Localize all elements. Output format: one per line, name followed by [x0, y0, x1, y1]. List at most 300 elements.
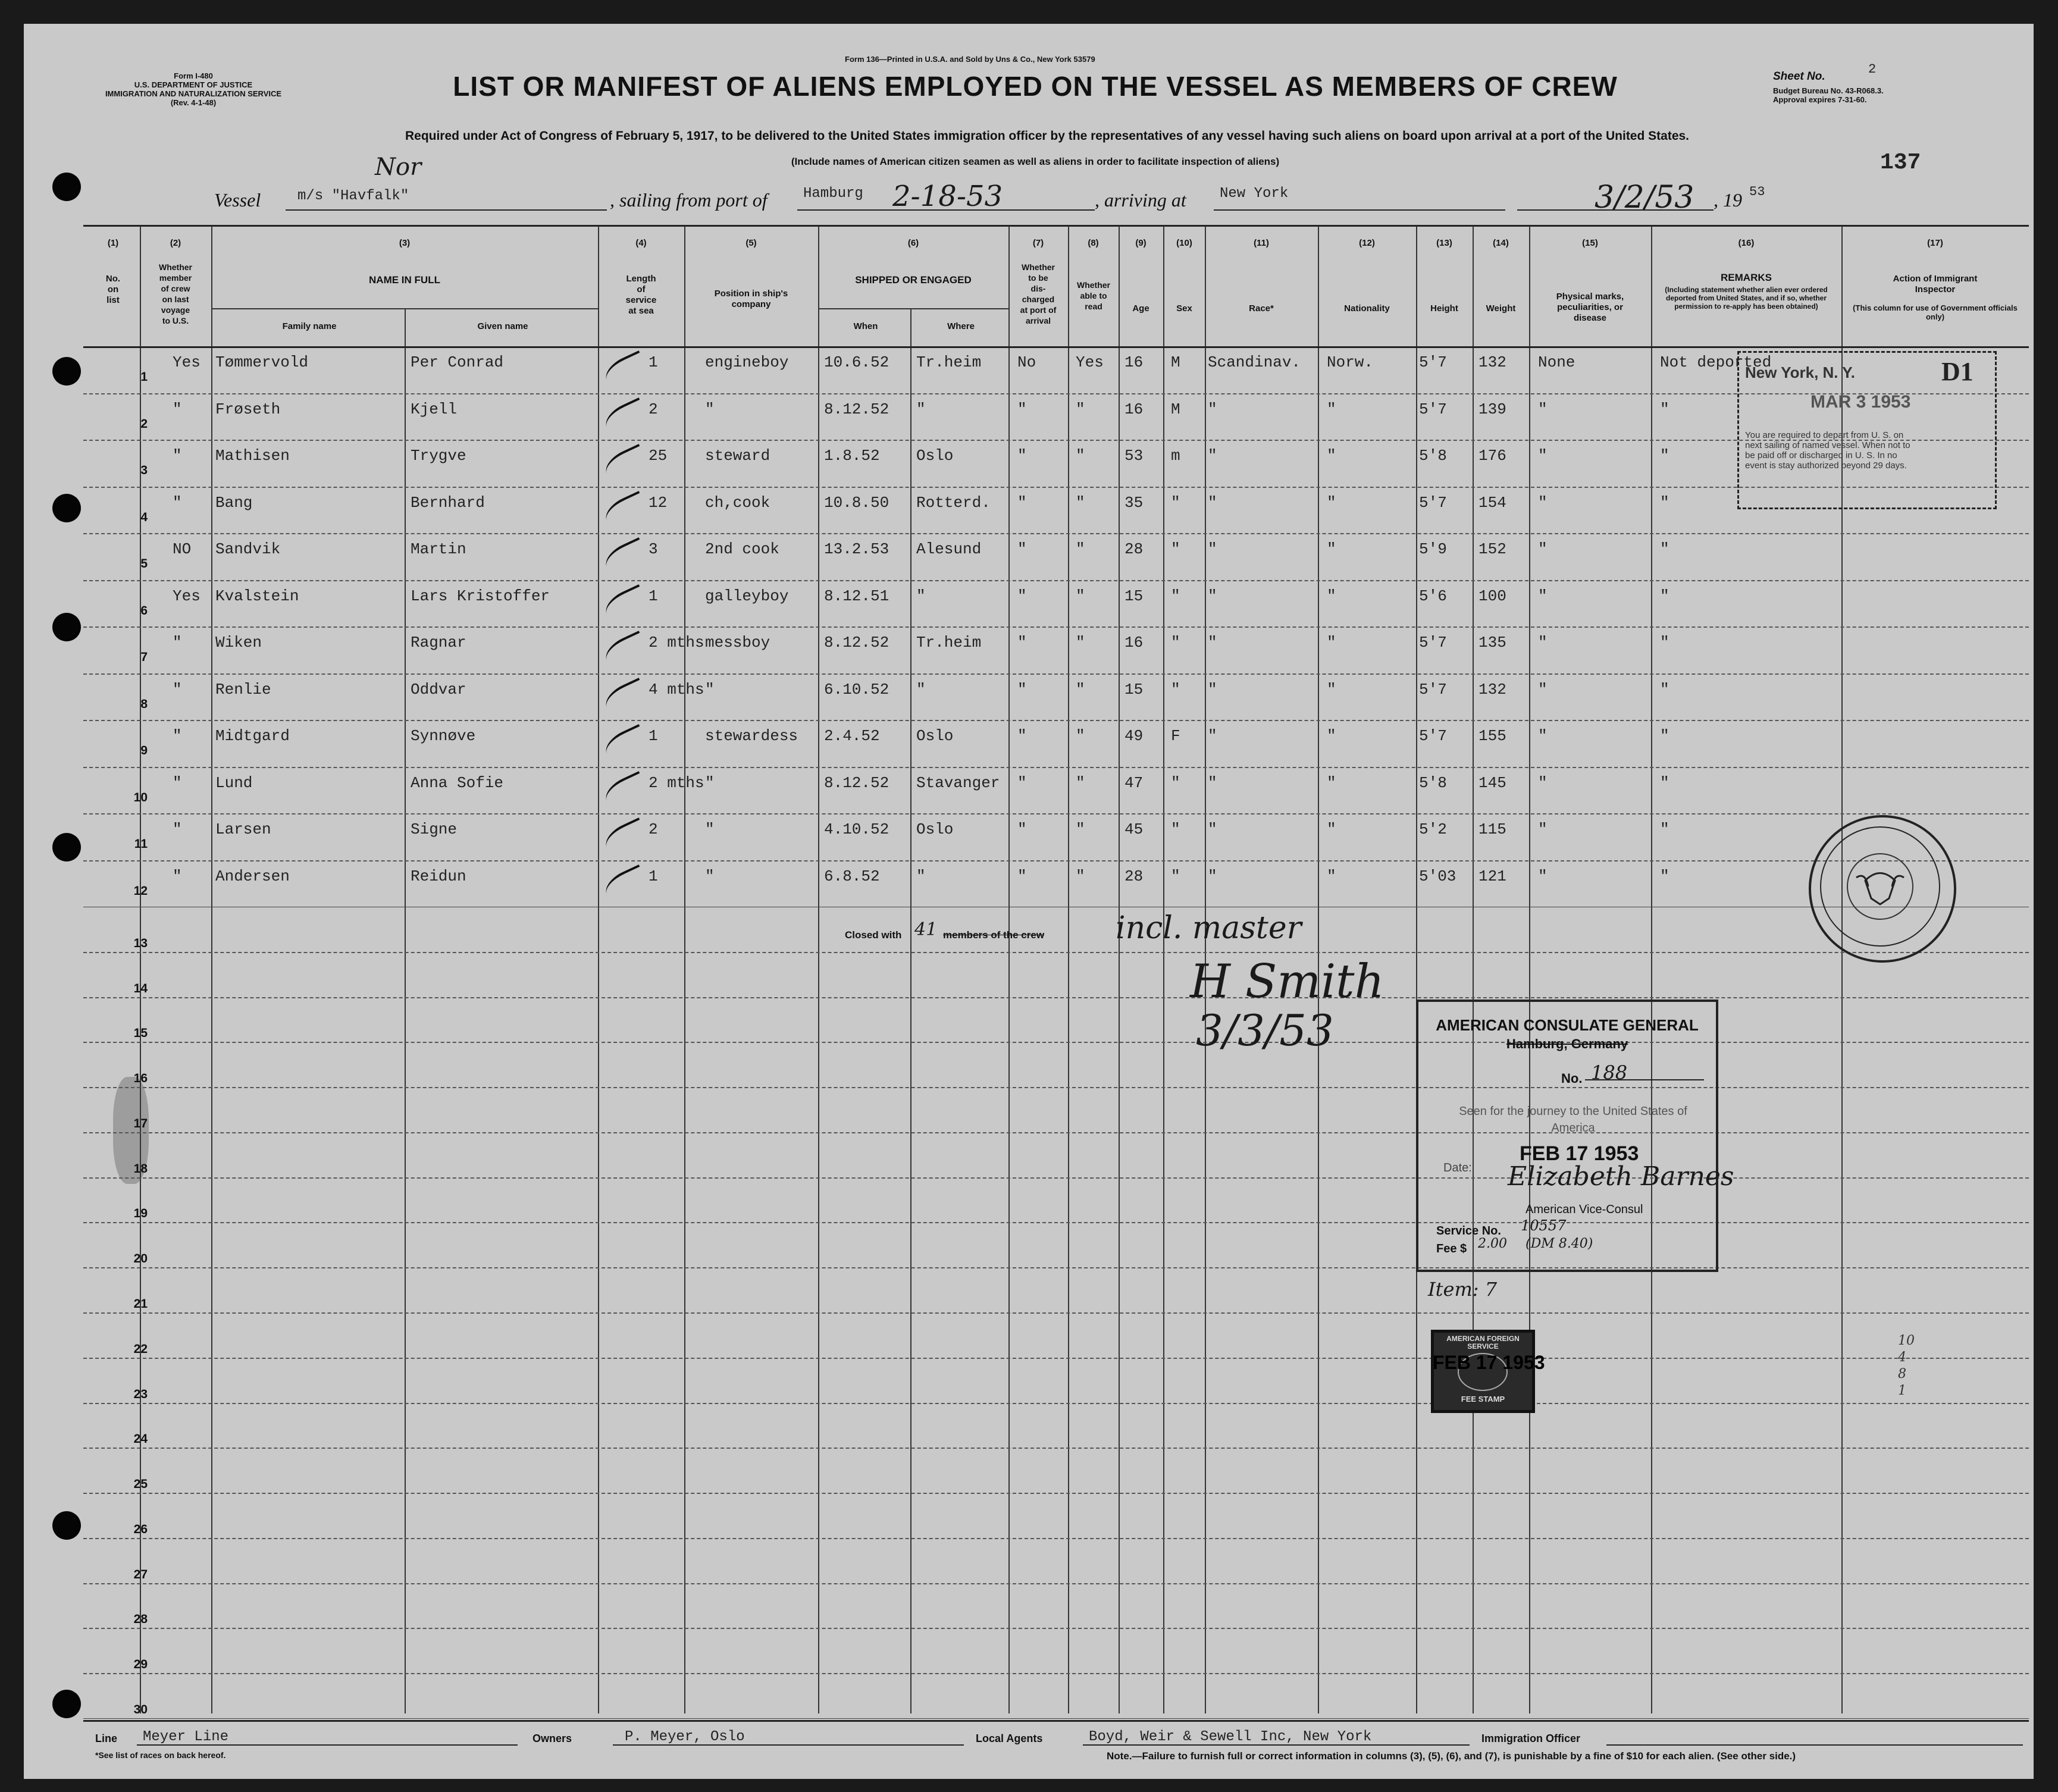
cell-given: Reidun [411, 867, 466, 885]
closed-handwritten: incl. master [1116, 910, 1302, 946]
cell-disch: " [1017, 867, 1027, 885]
cell-position: stewardess [705, 727, 798, 745]
col-head-height: Height [1430, 303, 1458, 314]
cell-age: 15 [1124, 587, 1144, 605]
row-rule [83, 533, 2029, 534]
cell-marks: " [1538, 727, 1548, 745]
cell-age: 28 [1124, 867, 1144, 885]
footer-note: Note.—Failure to furnish full or correct information in columns (3), (5), (6), and (7), is punishable by a fine of $10 for each alien. (See other side.) [1107, 1750, 1796, 1762]
cell-service: 1 [649, 867, 658, 885]
cell-given: Signe [411, 820, 458, 838]
consulate-seen-text: Seen for the journey to the United States of America [1459, 1105, 1687, 1135]
consulate-fee-extra: (DM 8.40) [1526, 1236, 1593, 1251]
consulate-service-value: 10557 [1521, 1217, 1567, 1234]
cell-marks: " [1538, 493, 1548, 512]
row-number: 16 [133, 1072, 148, 1086]
cell-given: Anna Sofie [411, 773, 504, 792]
row-number: 20 [133, 1252, 148, 1266]
punch-hole [52, 1511, 81, 1540]
cell-race: " [1208, 447, 1217, 465]
row-rule [83, 1042, 2029, 1043]
punch-hole [52, 833, 81, 861]
cell-remarks: Not deported [1660, 353, 1772, 371]
cell-where: " [916, 680, 926, 698]
budget-bureau-note: Budget Bureau No. 43-R068.3. Approval expires 7-31-60. [1773, 86, 1884, 104]
signature-date: 3/3/53 [1196, 1005, 1334, 1055]
cell-where: Oslo [916, 820, 954, 838]
cell-read: " [1076, 540, 1085, 558]
cell-age: 35 [1124, 493, 1144, 512]
year-label: , 19 [1714, 189, 1742, 211]
cell-where: Tr.heim [916, 634, 982, 651]
cell-marks: " [1538, 447, 1548, 465]
cell-remarks: " [1660, 773, 1669, 792]
cell-read: " [1076, 400, 1085, 418]
row-rule [83, 1177, 2029, 1179]
col-num-13: (13) [1436, 238, 1452, 248]
cell-nat: " [1327, 680, 1336, 698]
cell-sex: m [1171, 447, 1180, 465]
cell-weight: 100 [1478, 587, 1506, 605]
footer-owners-label: Owners [532, 1733, 572, 1744]
cell-remarks: " [1660, 680, 1669, 698]
cell-family: Kvalstein [215, 587, 299, 605]
footer-line-label: Line [95, 1733, 118, 1744]
cell-position: " [705, 680, 715, 698]
page-title: LIST OR MANIFEST OF ALIENS EMPLOYED ON THE VESSEL AS MEMBERS OF CREW [453, 71, 1618, 102]
consulate-no-label: No. [1561, 1071, 1583, 1086]
footer-agents-label: Local Agents [976, 1733, 1043, 1744]
col-head-nationality: Nationality [1344, 303, 1390, 314]
cell-n: 2 [140, 416, 148, 431]
cell-remarks: " [1660, 400, 1669, 418]
sailing-label: , sailing from port of [610, 189, 768, 211]
cell-sex: " [1171, 680, 1180, 698]
closed-text-a: Closed with [845, 929, 902, 941]
cell-when: 10.8.50 [824, 493, 889, 512]
cell-nat: " [1327, 540, 1336, 558]
cell-race: " [1208, 400, 1217, 418]
cell-remarks: " [1660, 493, 1669, 512]
cell-n: 7 [140, 650, 148, 664]
row-number: 27 [133, 1567, 148, 1581]
row-rule [83, 1628, 2029, 1629]
row-rule [83, 860, 2029, 861]
cell-last: NO [173, 540, 192, 558]
cell-position: engineboy [705, 353, 789, 371]
cell-position: messboy [705, 634, 770, 651]
cell-position: ch,cook [705, 493, 770, 512]
cell-age: 45 [1124, 820, 1144, 838]
cell-n: 10 [133, 790, 148, 804]
cell-last: " [173, 493, 182, 512]
col-num-15: (15) [1582, 238, 1598, 248]
col-head-remarks-note: (Including statement whether alien ever ordered deported from United States, and if so, whether permission to re-apply has been obtained) [1665, 286, 1828, 311]
cell-service: 1 [649, 587, 658, 605]
cell-disch: " [1017, 447, 1027, 465]
punch-hole [52, 613, 81, 641]
col-head-physical-marks: Physical marks, peculiarities, or disease [1556, 292, 1624, 323]
cell-height: 5'8 [1419, 447, 1447, 465]
consulate-city: Hamburg, Germany [1506, 1036, 1628, 1051]
cell-where: Tr.heim [916, 353, 982, 371]
cell-family: Tømmervold [215, 353, 309, 371]
cell-when: 8.12.51 [824, 587, 889, 605]
row-number: 13 [133, 936, 148, 950]
cell-height: 5'7 [1419, 400, 1447, 418]
cell-read: " [1076, 727, 1085, 745]
cell-sex: " [1171, 540, 1180, 558]
cell-nat: " [1327, 400, 1336, 418]
vessel-name: m/s "Havfalk" [297, 188, 409, 204]
cell-marks: " [1538, 867, 1548, 885]
cell-service: 2 [649, 820, 658, 838]
cell-age: 15 [1124, 680, 1144, 698]
cell-read: " [1076, 867, 1085, 885]
cell-remarks: " [1660, 540, 1669, 558]
cell-marks: " [1538, 587, 1548, 605]
row-rule [83, 1358, 2029, 1359]
row-number: 22 [133, 1342, 148, 1356]
cell-race: " [1208, 773, 1217, 792]
cell-weight: 132 [1478, 353, 1506, 371]
cell-height: 5'7 [1419, 493, 1447, 512]
cell-height: 5'03 [1419, 867, 1456, 885]
cell-disch: " [1017, 540, 1027, 558]
cell-weight: 132 [1478, 680, 1506, 698]
consulate-signer-title: American Vice-Consul [1526, 1203, 1643, 1216]
cell-given: Trygve [411, 447, 466, 465]
cell-remarks: " [1660, 587, 1669, 605]
row-number: 26 [133, 1522, 148, 1536]
fee-stamp-bottom: FEE STAMP [1461, 1395, 1505, 1403]
col-head-when: When [853, 321, 878, 331]
cell-remarks: " [1660, 820, 1669, 838]
cell-race: " [1208, 727, 1217, 745]
cell-given: Ragnar [411, 634, 466, 651]
row-number: 30 [133, 1703, 148, 1716]
printer-note: Form 136—Printed in U.S.A. and Sold by Uns & Co., New York 53579 [845, 55, 1095, 64]
col-num-9: (9) [1135, 238, 1147, 248]
cell-marks: " [1538, 540, 1548, 558]
cell-disch: " [1017, 634, 1027, 651]
consulate-date-value: FEB 17 1953 [1520, 1142, 1639, 1165]
arriving-label: , arriving at [1095, 189, 1186, 211]
col-num-4: (4) [635, 238, 647, 248]
row-number: 23 [133, 1387, 148, 1401]
row-rule [83, 1448, 2029, 1449]
row-rule [83, 1583, 2029, 1584]
cell-sex: " [1171, 634, 1180, 651]
cell-when: 13.2.53 [824, 540, 889, 558]
consulate-service-label: Service No. [1436, 1224, 1501, 1238]
cell-nat: " [1327, 447, 1336, 465]
manifest-sheet [24, 24, 2034, 1779]
col-head-family-name: Family name [282, 321, 337, 331]
cell-sex: " [1171, 493, 1180, 512]
cell-remarks: " [1660, 727, 1669, 745]
row-rule [83, 997, 2029, 998]
cell-last: " [173, 773, 182, 792]
cell-given: Synnøve [411, 727, 476, 745]
cell-weight: 139 [1478, 400, 1506, 418]
cell-nat: " [1327, 493, 1336, 512]
cell-last: Yes [173, 587, 201, 605]
cell-where: " [916, 867, 926, 885]
cell-age: 16 [1124, 400, 1144, 418]
cell-race: " [1208, 867, 1217, 885]
cell-service: 1 [649, 353, 658, 371]
row-rule [83, 1673, 2029, 1674]
footer-owners-value: P. Meyer, Oslo [625, 1729, 745, 1745]
col-num-7: (7) [1032, 238, 1044, 248]
cell-n: 8 [140, 697, 148, 711]
col-num-14: (14) [1493, 238, 1509, 248]
cell-disch: No [1017, 353, 1036, 371]
col-head-remarks: REMARKS [1721, 272, 1772, 283]
cell-sex: F [1171, 727, 1180, 745]
cell-weight: 145 [1478, 773, 1506, 792]
col-num-3: (3) [399, 238, 411, 248]
margin-handwritten: 10 4 8 1 [1898, 1333, 1915, 1398]
consulate-stamp [1416, 1000, 1734, 1272]
cell-service: 2 mths [649, 773, 704, 792]
cell-service: 3 [649, 540, 658, 558]
cell-service: 1 [649, 727, 658, 745]
cell-when: 2.4.52 [824, 727, 880, 745]
cell-given: Bernhard [411, 493, 485, 512]
fee-stamp-cancel: FEB 17 1953 [1433, 1352, 1545, 1373]
col-num-10: (10) [1176, 238, 1192, 248]
year-value: 53 [1749, 184, 1765, 199]
col-num-2: (2) [170, 238, 181, 248]
cell-disch: " [1017, 727, 1027, 745]
cell-given: Oddvar [411, 680, 466, 698]
cell-nat: " [1327, 587, 1336, 605]
punch-hole [52, 494, 81, 522]
fee-stamp-top: AMERICAN FOREIGN SERVICE [1446, 1334, 1520, 1351]
col-num-12: (12) [1359, 238, 1375, 248]
row-rule [83, 1087, 2029, 1088]
cell-position: steward [705, 447, 770, 465]
row-number: 24 [133, 1432, 148, 1446]
cell-n: 1 [140, 370, 148, 384]
cell-disch: " [1017, 493, 1027, 512]
cell-height: 5'7 [1419, 634, 1447, 651]
cell-position: " [705, 400, 715, 418]
cell-when: 8.12.52 [824, 773, 889, 792]
col-head-action: Action of Immigrant Inspector [1893, 274, 1978, 295]
cell-family: Larsen [215, 820, 271, 838]
row-number: 19 [133, 1207, 148, 1221]
cell-where: Rotterd. [916, 493, 991, 512]
cell-disch: " [1017, 587, 1027, 605]
consulate-fee-value: 2.00 [1478, 1236, 1507, 1251]
cell-family: Frøseth [215, 400, 281, 418]
cell-read: " [1076, 587, 1085, 605]
inspector-stamp-code: D1 [1941, 357, 1974, 386]
cell-height: 5'7 [1419, 353, 1447, 371]
cell-race: " [1208, 540, 1217, 558]
eagle-seal-icon [1809, 815, 1952, 958]
cell-weight: 155 [1478, 727, 1506, 745]
cell-weight: 135 [1478, 634, 1506, 651]
cell-family: Mathisen [215, 447, 290, 465]
cell-age: 47 [1124, 773, 1144, 792]
cell-family: Bang [215, 493, 253, 512]
cell-when: 10.6.52 [824, 353, 889, 371]
footer-races-note: *See list of races on back hereof. [95, 1750, 226, 1760]
col-num-6: (6) [907, 238, 919, 248]
cell-age: 53 [1124, 447, 1144, 465]
signature-name: H Smith [1190, 955, 1384, 1008]
row-rule [83, 1267, 2029, 1268]
cell-service: 2 mths [649, 634, 704, 651]
consulate-item-handwritten: Item: 7 [1428, 1278, 1498, 1301]
row-rule [83, 767, 2029, 768]
cell-remarks: " [1660, 634, 1669, 651]
col-head-last-voyage: Whether member of crew on last voyage to U.S. [159, 262, 192, 325]
cell-nat: " [1327, 727, 1336, 745]
col-num-11: (11) [1254, 238, 1269, 248]
sheet-number: 2 [1868, 62, 1877, 77]
punch-hole [52, 1690, 81, 1718]
cell-weight: 154 [1478, 493, 1506, 512]
row-rule [83, 673, 2029, 675]
cell-n: 9 [140, 744, 148, 757]
cell-family: Andersen [215, 867, 290, 885]
cell-marks: " [1538, 820, 1548, 838]
cell-age: 16 [1124, 353, 1144, 371]
col-head-read: Whether able to read [1077, 280, 1110, 311]
consular-seal [1809, 815, 1956, 963]
cell-remarks: " [1660, 867, 1669, 885]
cell-read: " [1076, 634, 1085, 651]
cell-marks: " [1538, 400, 1548, 418]
row-rule [83, 626, 2029, 628]
col-num-1: (1) [107, 238, 119, 248]
col-num-8: (8) [1088, 238, 1099, 248]
row-rule [83, 580, 2029, 581]
cell-height: 5'7 [1419, 727, 1447, 745]
cell-last: " [173, 634, 182, 651]
col-head-where: Where [947, 321, 975, 331]
col-head-service: Length of service at sea [625, 274, 657, 316]
cell-race: " [1208, 587, 1217, 605]
inspector-stamp-text: You are required to depart from U. S. on next sailing of named vessel. When not to be paid off or discharged in U. S. In no event is stay authorized beyond 29 days. [1745, 430, 1910, 471]
cell-last: " [173, 680, 182, 698]
cell-when: 1.8.52 [824, 447, 880, 465]
cell-race: " [1208, 820, 1217, 838]
cell-where: Stavanger [916, 773, 1000, 792]
consulate-title: AMERICAN CONSULATE GENERAL [1436, 1016, 1699, 1034]
col-head-weight: Weight [1486, 303, 1516, 314]
row-rule [83, 1312, 2029, 1314]
statute-note: Required under Act of Congress of February 5, 1917, to be delivered to the United States immigration officer by the representatives of any vessel having such aliens on board upon arrival at a port of the United States. [405, 129, 1690, 143]
cell-where: Oslo [916, 447, 954, 465]
cell-marks: " [1538, 680, 1548, 698]
row-number: 14 [133, 981, 148, 995]
cell-when: 6.10.52 [824, 680, 889, 698]
cell-marks: " [1538, 773, 1548, 792]
cell-where: Oslo [916, 727, 954, 745]
cell-sex: " [1171, 867, 1180, 885]
cell-marks: " [1538, 634, 1548, 651]
cell-family: Sandvik [215, 540, 281, 558]
cell-where: " [916, 587, 926, 605]
row-rule [83, 1132, 2029, 1133]
cell-family: Lund [215, 773, 253, 792]
cell-position: " [705, 867, 715, 885]
punch-hole [52, 357, 81, 386]
cell-remarks: " [1660, 447, 1669, 465]
row-rule [83, 1403, 2029, 1404]
cell-service: 12 [649, 493, 668, 512]
cell-height: 5'2 [1419, 820, 1447, 838]
col-head-sex: Sex [1176, 303, 1192, 314]
cell-weight: 152 [1478, 540, 1506, 558]
cell-family: Wiken [215, 634, 262, 651]
col-num-16: (16) [1738, 238, 1755, 248]
footer-line-value: Meyer Line [143, 1729, 229, 1745]
cell-family: Midtgard [215, 727, 290, 745]
inspector-stamp-date: MAR 3 1953 [1810, 392, 1911, 412]
cell-service: 2 [649, 400, 658, 418]
row-number: 21 [133, 1297, 148, 1311]
vessel-label: Vessel [214, 189, 261, 211]
cell-last: " [173, 820, 182, 838]
cell-last: " [173, 400, 182, 418]
cell-read: Yes [1076, 353, 1104, 371]
cell-last: " [173, 727, 182, 745]
inspector-stamp [1737, 351, 1997, 509]
row-rule [83, 1493, 2029, 1494]
sailing-date-handwritten: 2-18-53 [892, 180, 1003, 213]
row-number: 18 [133, 1161, 148, 1176]
row-number: 28 [133, 1612, 148, 1627]
cell-age: 16 [1124, 634, 1144, 651]
row-rule [83, 1538, 2029, 1539]
cell-race: " [1208, 634, 1217, 651]
row-rule [83, 952, 2029, 953]
cell-weight: 115 [1478, 820, 1506, 838]
cell-read: " [1076, 447, 1085, 465]
cell-read: " [1076, 680, 1085, 698]
col-head-action-note: (This column for use of Government officials only) [1853, 303, 2018, 321]
col-head-position: Position in ship's company [714, 289, 788, 309]
row-rule [83, 1718, 2029, 1719]
col-head-age: Age [1132, 303, 1149, 314]
closed-text-b: members of the crew [943, 929, 1045, 941]
cell-n: 5 [140, 557, 148, 571]
cell-age: 28 [1124, 540, 1144, 558]
col-head-race: Race* [1249, 303, 1274, 314]
row-rule [83, 720, 2029, 721]
col-head-discharged: Whether to be dis- charged at port of arrival [1020, 262, 1057, 325]
cell-race: " [1208, 493, 1217, 512]
cell-service: 25 [649, 447, 668, 465]
vessel-flag-handwritten: Nor [375, 153, 422, 181]
cell-position: 2nd cook [705, 540, 779, 558]
cell-height: 5'6 [1419, 587, 1447, 605]
cell-given: Martin [411, 540, 466, 558]
cell-when: 8.12.52 [824, 400, 889, 418]
cell-family: Renlie [215, 680, 271, 698]
col-head-shipped: SHIPPED OR ENGAGED [855, 274, 972, 286]
cell-n: 12 [133, 884, 148, 898]
consulate-no-value: 188 [1591, 1061, 1628, 1084]
footer-agents-value: Boyd, Weir & Sewell Inc, New York [1089, 1729, 1372, 1745]
